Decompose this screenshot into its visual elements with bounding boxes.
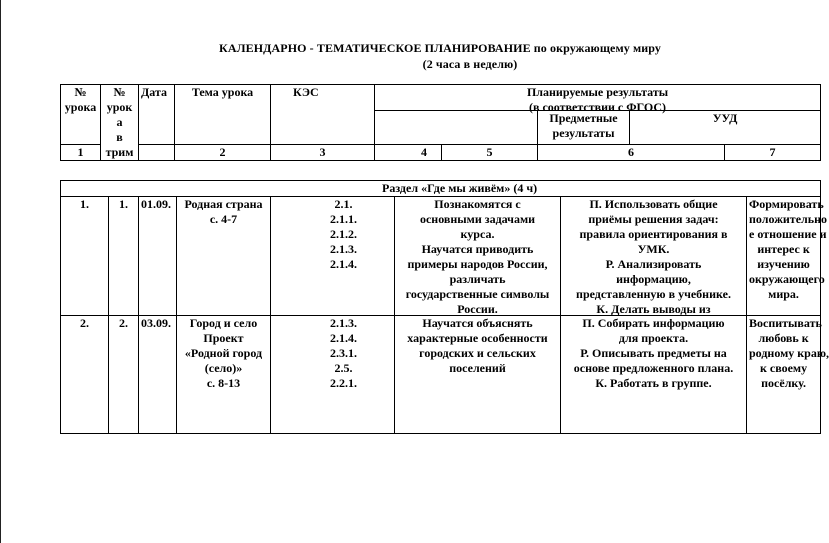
header-date: Дата: [139, 85, 175, 145]
row-personal-results: Воспитывать любовь к родному краю, к своему посёлку.: [747, 316, 821, 434]
row-topic: Родная страна с. 4-7: [177, 197, 271, 316]
header-kes: КЭС: [271, 85, 375, 145]
page-left-edge: [0, 0, 1, 543]
header-planned-empty: [375, 111, 538, 145]
section-title: Раздел «Где мы живём» (4 ч): [61, 181, 821, 197]
row-date: 01.09.: [139, 197, 177, 316]
row-date: 03.09.: [139, 316, 177, 434]
title-line-2: (2 часа в неделю): [422, 57, 518, 71]
header-subject-results: Предметные результаты: [538, 111, 630, 145]
row-uud: П. Использовать общие приёмы решения задач: правила ориентирования в УМК. Р. Анализировать информацию, представленную в учебнике. К. Делать выводы из: [561, 197, 747, 316]
row-topic: Город и село Проект «Родной город (село)» с. 8-13: [177, 316, 271, 434]
header-number-6: 6: [538, 145, 725, 161]
header-lesson-in-term: № урок а в трим: [101, 85, 139, 161]
row-term-no: 1.: [109, 197, 139, 316]
row-lesson-no: 2.: [61, 316, 109, 434]
row-subject-results: Научатся объяснять характерные особенности городских и сельских поселений: [395, 316, 561, 434]
row-subject-results: Познакомятся с основными задачами курса. Научатся приводить примеры народов России, различать государственные символы России.: [395, 197, 561, 316]
header-number-5: 5: [442, 145, 538, 161]
row-kes: 2.1.3. 2.1.4. 2.3.1. 2.5. 2.2.1.: [271, 316, 395, 434]
row-uud: П. Собирать информацию для проекта. Р. Описывать предметы на основе предложенного плана. К. Работать в группе.: [561, 316, 747, 434]
header-topic: Тема урока: [175, 85, 271, 145]
row-term-no: 2.: [109, 316, 139, 434]
header-lesson-no: № урока: [61, 85, 101, 145]
lessons-table: [60, 180, 829, 434]
header-number-1: 1: [61, 145, 101, 161]
header-number-3: 3: [271, 145, 375, 161]
header-number-7: 7: [725, 145, 821, 161]
header-number-2: 2: [175, 145, 271, 161]
row-kes: 2.1. 2.1.1. 2.1.2. 2.1.3. 2.1.4.: [271, 197, 395, 316]
table-row: [61, 197, 821, 316]
row-lesson-no: 1.: [61, 197, 109, 316]
header-number-4: 4: [375, 145, 442, 161]
header-uud: УУД: [630, 111, 821, 145]
header-planned-results: Планируемые результаты (в соответствии с ФГОС): [375, 85, 821, 111]
document-title: [150, 40, 730, 72]
row-personal-results: Формировать положительно е отношение и интерес к изучению окружающего мира.: [747, 197, 821, 316]
title-line-1: КАЛЕНДАРНО - ТЕМАТИЧЕСКОЕ ПЛАНИРОВАНИЕ по окружающему миру: [219, 41, 661, 55]
header-table: [60, 84, 821, 161]
header-number-empty: [139, 145, 175, 161]
table-row: [61, 316, 821, 434]
